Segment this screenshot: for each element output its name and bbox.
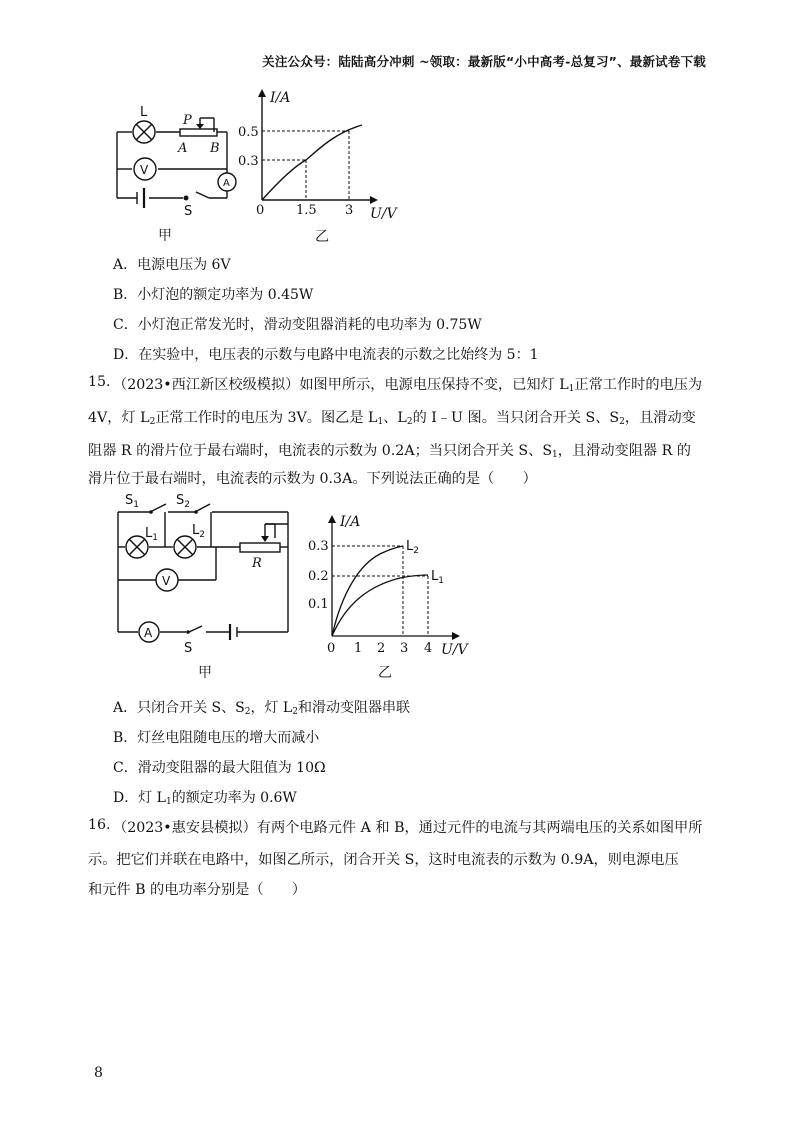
- q15-option-b: B．灯丝电阻随电压的增大而减小: [113, 730, 320, 746]
- q16-stem-line-2: 示。把它们并联在电路中，如图乙所示，闭合开关 S，这时电流表的示数为 0.9A，则电源电压: [88, 852, 679, 868]
- q15-option-c: C．滑动变阻器的最大阻值为 10Ω: [113, 760, 326, 776]
- lamp-label: L: [140, 105, 148, 120]
- switch-pivot: [186, 630, 190, 634]
- x-tick-label: 4: [424, 641, 433, 656]
- x-tick-label: 1.5: [296, 203, 317, 218]
- origin-label: 0: [256, 203, 265, 218]
- ammeter-symbol: A: [144, 626, 153, 640]
- q15-stem-line-3: 阻器 R 的滑片位于最右端时，电流表的示数为 0.2A；当只闭合开关 S、$S_1$，且滑动变阻器 R 的: [88, 443, 691, 460]
- q15-stem-line-2: 4V，灯 $L_2$正常工作时的电压为 3V。图乙是 $L_1$、$L_2$的 I﹣U 图。当只闭合开关 S、$S_2$，且滑动变: [88, 410, 696, 427]
- y-tick-label: 0.1: [308, 597, 329, 612]
- switch-s1-label: $S_1$: [125, 493, 139, 510]
- y-tick-label: 0.3: [308, 539, 329, 554]
- curve-l2-label: $L_2$: [406, 539, 419, 556]
- y-axis-label: I/A: [270, 90, 291, 106]
- q16-stem-line-3: 和元件 B 的电功率分别是（ ）: [88, 882, 307, 898]
- ammeter-symbol: A: [223, 178, 230, 189]
- switch-label: S: [184, 204, 193, 219]
- y-tick-label: 0.5: [238, 125, 259, 140]
- q15-figure: [110, 492, 490, 692]
- rheostat-label: R: [252, 556, 262, 571]
- y-axis-label: I/A: [340, 514, 361, 530]
- q14-circuit-diagram: [117, 118, 236, 208]
- q16-stem-line-1: （2023•惠安县模拟）有两个电路元件 A 和 B，通过元件的电流与其两端电压的关系如图甲所: [113, 820, 703, 836]
- q15-number: 15.: [88, 374, 111, 390]
- voltmeter-symbol: V: [140, 163, 149, 177]
- q14-option-c: C．小灯泡正常发光时，滑动变阻器消耗的电功率为 0.75W: [113, 317, 482, 333]
- page-header: 关注公众号：陆陆高分冲刺 ~领取：最新版“小中高考-总复习”、最新试卷下载: [262, 54, 706, 69]
- switch-s-label: S: [184, 641, 193, 656]
- q14-option-d: D．在实验中，电压表的示数与电路中电流表的示数之比始终为 5：1: [113, 347, 539, 363]
- q15-option-a: A．只闭合开关 S、$S_2$，灯 $L_2$和滑动变阻器串联: [113, 700, 410, 717]
- circuit-caption: 甲: [198, 665, 212, 681]
- origin-label: 0: [327, 641, 336, 656]
- curve-l1-label: $L_1$: [431, 569, 444, 586]
- switch-pivot: [194, 510, 198, 514]
- x-axis-label: U/V: [370, 206, 397, 222]
- q16-number: 16.: [88, 817, 111, 833]
- y-axis-arrow-icon: [328, 515, 336, 523]
- q14-option-b: B．小灯泡的额定功率为 0.45W: [113, 287, 314, 303]
- q14-iu-graph: [262, 96, 370, 200]
- q15-stem-line-1: （2023•西江新区校级模拟）如图甲所示，电源电压保持不变，已知灯 $L_1$正常工作时的电压为: [113, 377, 703, 394]
- lamp-l2-label: $L_2$: [192, 523, 205, 540]
- x-axis-label: U/V: [441, 642, 468, 658]
- page-number: 8: [94, 1065, 103, 1081]
- q15-stem-line-4: 滑片位于最右端时，电流表的示数为 0.3A。下列说法正确的是（ ）: [88, 471, 537, 487]
- x-tick-label: 1: [354, 641, 363, 656]
- x-axis-arrow-icon: [370, 196, 378, 204]
- voltmeter-symbol: V: [162, 574, 171, 588]
- switch-pivot: [149, 510, 153, 514]
- graph-caption: 乙: [378, 665, 392, 681]
- y-axis-arrow-icon: [258, 89, 266, 97]
- x-tick-label: 3: [345, 203, 354, 218]
- x-axis-arrow-icon: [452, 632, 460, 640]
- rheostat-end-a: A: [178, 141, 188, 156]
- slider-arrow-icon: [196, 124, 204, 129]
- q15-option-d: D．灯 $L_1$的额定功率为 0.6W: [113, 790, 297, 807]
- q14-figure: [100, 88, 430, 248]
- lamp-l1-label: $L_1$: [145, 526, 158, 543]
- slider-arrow-icon: [261, 536, 269, 542]
- y-tick-label: 0.2: [308, 569, 329, 584]
- x-tick-label: 3: [400, 641, 409, 656]
- graph-caption: 乙: [315, 229, 329, 245]
- circuit-caption: 甲: [158, 228, 172, 244]
- q14-option-a: A．电源电压为 6V: [113, 257, 231, 273]
- x-tick-label: 2: [377, 641, 386, 656]
- y-tick-label: 0.3: [238, 154, 259, 169]
- rheostat-end-b: B: [210, 141, 220, 156]
- switch-s2-label: $S_2$: [176, 493, 190, 510]
- slider-label: P: [183, 113, 192, 128]
- q15-circuit-diagram: [118, 504, 288, 642]
